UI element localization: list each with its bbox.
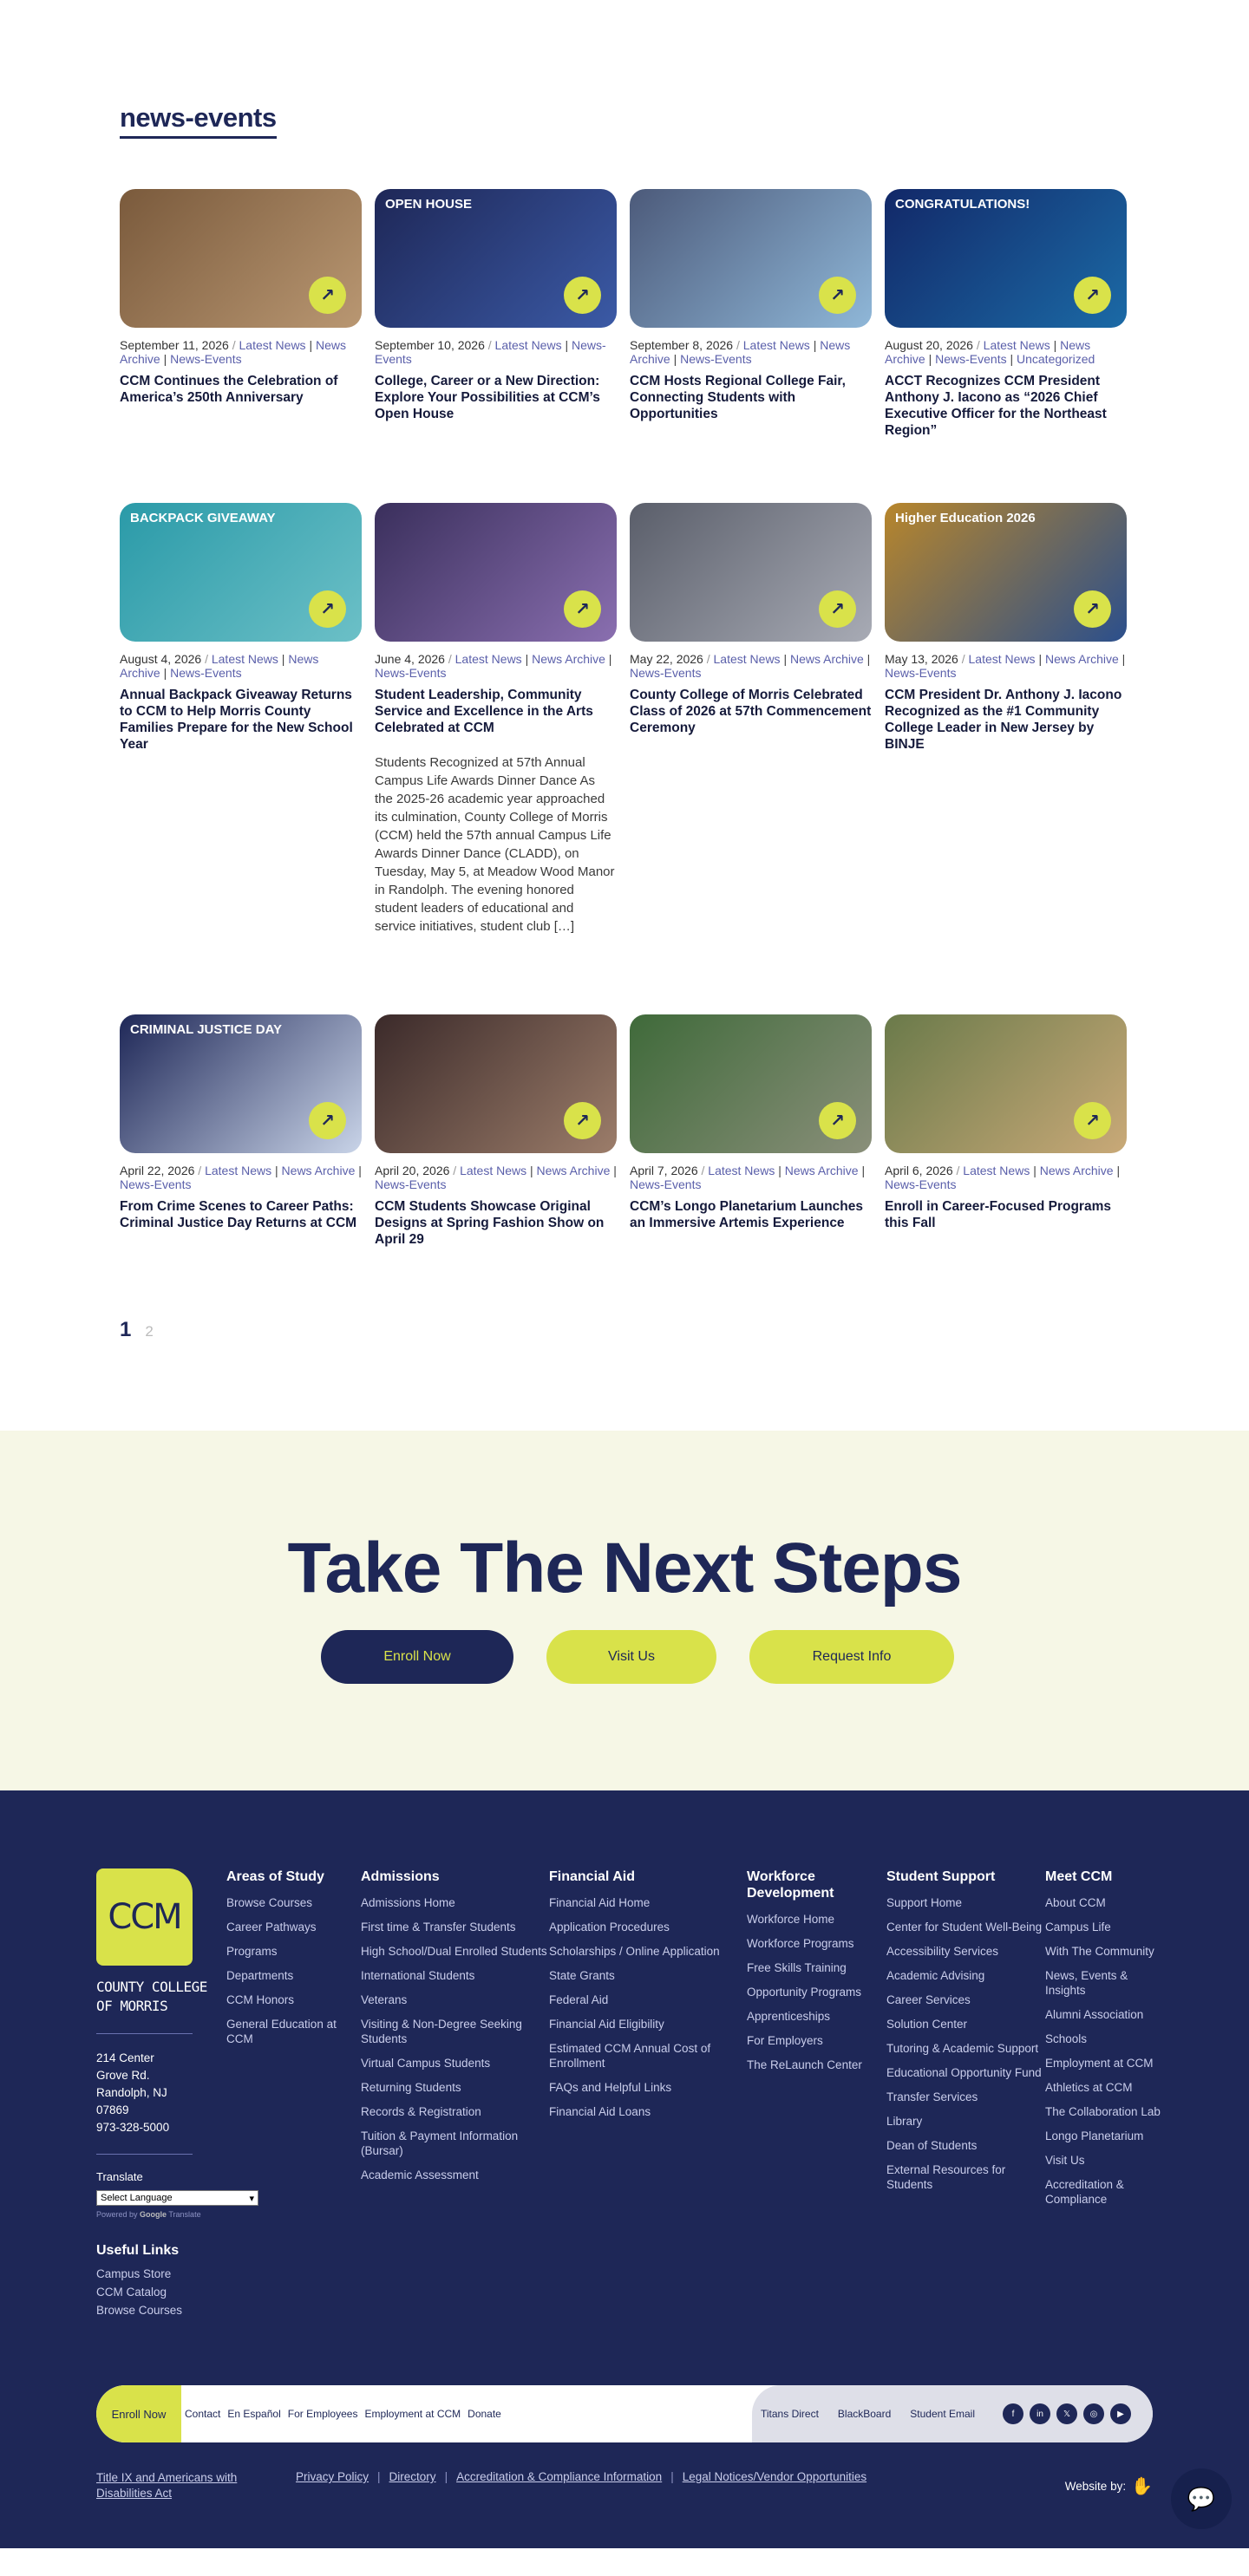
news-card[interactable] xyxy=(885,1014,1127,1318)
footer-link[interactable]: Career Pathways xyxy=(226,1921,317,1934)
translate-label: Translate xyxy=(96,2170,143,2183)
category-link[interactable]: News Archive xyxy=(784,1164,859,1177)
footer-link[interactable]: FAQs and Helpful Links xyxy=(549,2081,672,2094)
browse-courses-link[interactable]: Browse Courses xyxy=(96,2304,183,2317)
category-link[interactable]: Uncategorized xyxy=(1017,352,1095,366)
footer-link[interactable]: With The Community xyxy=(1045,1945,1154,1958)
footer-column-heading: Admissions xyxy=(361,1869,440,1884)
news-card[interactable] xyxy=(375,503,617,1014)
page-title: news-events xyxy=(120,102,277,139)
news-thumbnail[interactable] xyxy=(375,503,617,642)
footer-link[interactable]: Departments xyxy=(226,1969,294,1982)
post-title[interactable]: CCM Continues the Celebration of America’s 250th Anniversary xyxy=(120,374,338,405)
category-link[interactable]: News-Events xyxy=(885,1177,957,1191)
footer-link[interactable]: Library xyxy=(886,2115,923,2128)
arrow-up-right-icon[interactable]: ↗ xyxy=(564,1102,601,1139)
arrow-up-right-icon[interactable]: ↗ xyxy=(1074,277,1111,314)
enroll-now-button[interactable]: Enroll Now xyxy=(321,1630,513,1684)
post-meta: September 11, 2026 / Latest News | News Archive | News-Events xyxy=(120,338,346,366)
footer-link[interactable]: Financial Aid Home xyxy=(549,1896,651,1909)
arrow-up-right-icon[interactable]: ↗ xyxy=(309,590,346,628)
next-steps-section xyxy=(0,1431,1249,1790)
news-card[interactable] xyxy=(120,189,362,503)
language-select[interactable]: Select Language ▾ xyxy=(96,2190,258,2206)
footer-link[interactable]: Veterans xyxy=(361,1993,408,2006)
post-date: September 11, 2026 xyxy=(120,338,229,352)
post-title[interactable]: ACCT Recognizes CCM President Anthony J. Iacono as “2026 Chief Executive Officer for the Northeast Region” xyxy=(885,374,1107,438)
linkedin-icon[interactable]: in xyxy=(1030,2403,1050,2424)
footer-link[interactable]: Virtual Campus Students xyxy=(361,2057,491,2070)
news-card[interactable] xyxy=(375,1014,617,1318)
arrow-up-right-icon[interactable]: ↗ xyxy=(309,1102,346,1139)
arrow-up-right-icon[interactable]: ↗ xyxy=(564,590,601,628)
category-link[interactable]: News-Events xyxy=(120,1177,192,1191)
category-link[interactable]: News-Events xyxy=(680,352,752,366)
footer-column-heading: Student Support xyxy=(886,1869,996,1884)
footer-column-heading: Areas of Study xyxy=(226,1869,324,1884)
footer-column xyxy=(886,1868,1045,2219)
footer-link[interactable]: Admissions Home xyxy=(361,1896,455,1909)
footer-link[interactable]: Browse Courses xyxy=(226,1896,313,1909)
news-card[interactable] xyxy=(885,503,1127,1014)
utility-link[interactable]: Contact xyxy=(185,2408,221,2420)
news-row xyxy=(120,1014,1129,1318)
news-grid xyxy=(120,189,1129,1318)
category-link[interactable]: News-Events xyxy=(375,338,606,366)
post-date: May 22, 2026 xyxy=(630,652,703,666)
news-card[interactable] xyxy=(120,503,362,1014)
utility-link[interactable]: Employment at CCM xyxy=(364,2408,461,2420)
news-row xyxy=(120,503,1129,1014)
footer-link[interactable]: Tuition & Payment Information (Bursar) xyxy=(361,2129,519,2157)
post-title[interactable]: CCM Students Showcase Original Designs at Spring Fashion Show on April 29 xyxy=(375,1199,605,1247)
footer-link[interactable]: Scholarships / Online Application xyxy=(549,1945,720,1958)
news-thumbnail[interactable] xyxy=(885,1014,1127,1153)
category-link[interactable]: Latest News xyxy=(239,338,306,352)
news-card[interactable] xyxy=(375,189,617,503)
footer-link[interactable]: Visit Us xyxy=(1045,2154,1085,2167)
category-link[interactable]: Latest News xyxy=(708,1164,775,1177)
footer-link[interactable]: Visiting & Non-Degree Seeking Students xyxy=(361,2018,522,2045)
post-meta: September 10, 2026 / Latest News | News-Events xyxy=(375,338,606,366)
privacy-policy-link[interactable]: Privacy Policy xyxy=(296,2470,369,2483)
bar-enroll-now-button[interactable]: Enroll Now xyxy=(96,2385,181,2442)
footer-column xyxy=(549,1868,747,2219)
footer-link[interactable]: Dean of Students xyxy=(886,2139,978,2152)
category-link[interactable]: News-Events xyxy=(630,666,702,680)
post-title[interactable]: From Crime Scenes to Career Paths: Criminal Justice Day Returns at CCM xyxy=(120,1199,357,1230)
utility-link[interactable]: Donate xyxy=(468,2408,501,2420)
footer-link[interactable]: High School/Dual Enrolled Students xyxy=(361,1945,547,1958)
post-meta: April 22, 2026 / Latest News | News Archive | News-Events xyxy=(120,1164,362,1191)
instagram-icon[interactable]: ◎ xyxy=(1083,2403,1104,2424)
category-link[interactable]: News Archive xyxy=(1044,652,1119,666)
address: 214 Center Grove Rd. Randolph, NJ 07869 973-328-5000 xyxy=(96,2051,170,2134)
post-title[interactable]: Annual Backpack Giveaway Returns to CCM to Help Morris County Families Prepare for the New School Year xyxy=(120,688,353,752)
post-date: April 7, 2026 xyxy=(630,1164,698,1177)
campus-store-link[interactable]: Campus Store xyxy=(96,2267,172,2280)
news-card[interactable] xyxy=(630,1014,872,1318)
category-link[interactable]: Latest News xyxy=(454,652,522,666)
post-title[interactable]: County College of Morris Celebrated Class of 2026 at 57th Commencement Ceremony xyxy=(630,688,872,735)
news-card[interactable] xyxy=(120,1014,362,1318)
post-meta: August 4, 2026 / Latest News | News Archive | News-Events xyxy=(120,652,319,680)
footer-link[interactable]: Apprenticeships xyxy=(747,2010,831,2023)
blackboard-link[interactable]: BlackBoard xyxy=(837,2408,892,2420)
footer-utility-bar xyxy=(96,2385,1153,2442)
post-title[interactable]: CCM Hosts Regional College Fair, Connecting Students with Opportunities xyxy=(630,374,846,421)
footer-link[interactable]: Programs xyxy=(226,1945,278,1958)
post-excerpt: Students Recognized at 57th Annual Campus Life Awards Dinner Dance As the 2025-26 academic year approached its culmination, County College of Morris (CCM) held the 57th annual Campus Life Awards Dinner Dance (CLADD), on Tuesday, May 5, at Meadow Wood Manor in Randolph. The evening honored student leaders of educational and service initiatives, student club […] xyxy=(375,755,615,934)
footer-link[interactable]: About CCM xyxy=(1045,1896,1106,1909)
footer-link[interactable]: State Grants xyxy=(549,1969,615,1982)
footer-link[interactable]: Workforce Programs xyxy=(747,1937,854,1950)
image-overlay-text: BACKPACK GIVEAWAY xyxy=(130,511,276,525)
post-meta: May 13, 2026 / Latest News | News Archive | News-Events xyxy=(885,652,1126,680)
image-overlay-text: OPEN HOUSE xyxy=(385,197,473,212)
ccm-logo[interactable]: CCM xyxy=(96,1868,193,1966)
news-row xyxy=(120,189,1129,503)
post-title[interactable]: CCM’s Longo Planetarium Launches an Immersive Artemis Experience xyxy=(630,1199,863,1230)
footer-column xyxy=(226,1868,361,2219)
footer-link[interactable]: Application Procedures xyxy=(549,1921,670,1934)
news-thumbnail[interactable] xyxy=(885,189,1127,328)
student-email-link[interactable]: Student Email xyxy=(910,2408,975,2420)
category-link[interactable]: Latest News xyxy=(742,338,810,352)
category-link[interactable]: Latest News xyxy=(460,1164,527,1177)
arrow-up-right-icon[interactable]: ↗ xyxy=(1074,1102,1111,1139)
arrow-up-right-icon[interactable]: ↗ xyxy=(564,277,601,314)
footer-link[interactable]: Employment at CCM xyxy=(1045,2057,1154,2070)
arrow-up-right-icon[interactable]: ↗ xyxy=(819,277,856,314)
news-thumbnail[interactable] xyxy=(885,503,1127,642)
category-link[interactable]: News Archive xyxy=(1039,1164,1114,1177)
footer-column-heading: Meet CCM xyxy=(1045,1869,1113,1884)
news-thumbnail[interactable] xyxy=(630,503,872,642)
news-card[interactable] xyxy=(630,189,872,503)
powered-by-google: Powered by Google Translate xyxy=(96,2210,201,2219)
utility-link[interactable]: En Español xyxy=(227,2408,281,2420)
footer-link[interactable]: Career Services xyxy=(886,1993,971,2006)
logo-wordmark: COUNTY COLLEGE OF MORRIS xyxy=(96,1979,207,2014)
legal-link-list: Privacy Policy | Directory | Accreditation & Compliance Information | Legal Notices/Vendor Opportunities xyxy=(296,2470,866,2501)
directory-link[interactable]: Directory xyxy=(389,2470,436,2483)
footer-column xyxy=(1045,1868,1167,2219)
page-1-link[interactable]: 1 xyxy=(120,1318,132,1341)
news-container xyxy=(120,0,1129,1431)
category-link[interactable]: Latest News xyxy=(963,1164,1030,1177)
title-ix-link[interactable]: Title IX and Americans with Disabilities Act xyxy=(96,2471,238,2500)
post-date: September 10, 2026 xyxy=(375,338,485,352)
footer-link[interactable]: CCM Honors xyxy=(226,1993,295,2006)
arrow-up-right-icon[interactable]: ↗ xyxy=(309,277,346,314)
footer-link[interactable]: Center for Student Well-Being xyxy=(886,1921,1043,1934)
footer-link[interactable]: Campus Life xyxy=(1045,1921,1111,1934)
news-card[interactable] xyxy=(885,189,1127,503)
category-link[interactable]: Latest News xyxy=(968,652,1036,666)
post-meta: August 20, 2026 / Latest News | News Archive | News-Events | Uncategorized xyxy=(885,338,1095,366)
category-link[interactable]: News Archive xyxy=(120,338,346,366)
arrow-up-right-icon[interactable]: ↗ xyxy=(1074,590,1111,628)
footer-link[interactable]: General Education at CCM xyxy=(226,2018,337,2045)
footer-link[interactable]: Support Home xyxy=(886,1896,963,1909)
news-thumbnail[interactable] xyxy=(630,189,872,328)
category-link[interactable]: News Archive xyxy=(120,652,319,680)
category-link[interactable]: Latest News xyxy=(205,1164,272,1177)
post-date: April 6, 2026 xyxy=(885,1164,953,1177)
news-thumbnail[interactable] xyxy=(375,1014,617,1153)
post-meta: April 6, 2026 / Latest News | News Archive | News-Events xyxy=(885,1164,1121,1191)
website-by: Website by: ✋ xyxy=(1064,2476,1153,2496)
post-meta: May 22, 2026 / Latest News | News Archive | News-Events xyxy=(630,652,871,680)
post-date: September 8, 2026 xyxy=(630,338,734,352)
footer-link[interactable]: External Resources for Students xyxy=(886,2163,1006,2191)
hand-wave-icon[interactable]: ✋ xyxy=(1131,2476,1153,2496)
footer-link[interactable]: Estimated CCM Annual Cost of Enrollment xyxy=(549,2042,711,2070)
news-thumbnail[interactable] xyxy=(630,1014,872,1153)
social-links xyxy=(1003,2403,1131,2424)
ccm-catalog-link[interactable]: CCM Catalog xyxy=(96,2286,167,2299)
post-date: May 13, 2026 xyxy=(885,652,958,666)
page-2-link[interactable]: 2 xyxy=(145,1323,154,1340)
accreditation-link[interactable]: Accreditation & Compliance Information xyxy=(456,2470,663,2483)
useful-links xyxy=(96,2243,1249,2317)
footer-column xyxy=(361,1868,549,2219)
news-thumbnail[interactable] xyxy=(120,503,362,642)
site-footer xyxy=(0,1790,1249,2548)
category-link[interactable]: News-Events xyxy=(375,666,447,680)
footer-link[interactable]: For Employers xyxy=(747,2034,823,2047)
footer-column-heading: Financial Aid xyxy=(549,1869,635,1884)
image-overlay-text: Higher Education 2026 xyxy=(895,511,1036,525)
footer-link[interactable]: News, Events & Insights xyxy=(1045,1969,1128,1997)
post-title[interactable]: Student Leadership, Community Service and Excellence in the Arts Celebrated at CCM xyxy=(375,688,593,735)
footer-link[interactable]: Financial Aid Loans xyxy=(549,2105,651,2118)
footer-link[interactable]: Athletics at CCM xyxy=(1045,2081,1133,2094)
footer-link[interactable]: Alumni Association xyxy=(1045,2008,1144,2021)
footer-link[interactable]: Longo Planetarium xyxy=(1045,2129,1144,2142)
category-link[interactable]: Latest News xyxy=(713,652,781,666)
post-meta: June 4, 2026 / Latest News | News Archive | News-Events xyxy=(375,652,612,680)
category-link[interactable]: Latest News xyxy=(494,338,562,352)
footer-link[interactable]: Educational Opportunity Fund xyxy=(886,2066,1042,2079)
footer-link[interactable]: Accreditation & Compliance xyxy=(1045,2178,1124,2206)
category-link[interactable]: Latest News xyxy=(983,338,1050,352)
category-link[interactable]: News-Events xyxy=(630,1177,702,1191)
image-overlay-text: CRIMINAL JUSTICE DAY xyxy=(130,1022,283,1037)
category-link[interactable]: News-Events xyxy=(375,1177,447,1191)
footer-link[interactable]: The Collaboration Lab xyxy=(1045,2105,1161,2118)
post-date: April 20, 2026 xyxy=(375,1164,450,1177)
post-date: August 4, 2026 xyxy=(120,652,202,666)
category-link[interactable]: News Archive xyxy=(536,1164,611,1177)
news-thumbnail[interactable] xyxy=(375,189,617,328)
footer-column-heading: Workforce Development xyxy=(747,1869,834,1901)
footer-columns xyxy=(226,1868,1167,2219)
category-link[interactable]: News-Events xyxy=(935,352,1007,366)
category-link[interactable]: News-Events xyxy=(170,666,242,680)
chevron-down-icon: ▾ xyxy=(249,2193,254,2204)
news-thumbnail[interactable] xyxy=(120,189,362,328)
footer-link[interactable]: Workforce Home xyxy=(747,1913,835,1926)
category-link[interactable]: News-Events xyxy=(885,666,957,680)
student-portal-links xyxy=(752,2385,1153,2442)
arrow-up-right-icon[interactable]: ↗ xyxy=(819,1102,856,1139)
category-link[interactable]: News Archive xyxy=(885,338,1091,366)
news-thumbnail[interactable] xyxy=(120,1014,362,1153)
post-meta: April 20, 2026 / Latest News | News Archive | News-Events xyxy=(375,1164,617,1191)
utility-link[interactable]: For Employees xyxy=(287,2408,358,2420)
category-link[interactable]: Latest News xyxy=(211,652,278,666)
youtube-icon[interactable]: ▶ xyxy=(1110,2403,1131,2424)
chat-icon[interactable]: 💬 xyxy=(1171,2468,1232,2529)
divider xyxy=(96,2154,193,2155)
footer-link[interactable]: Transfer Services xyxy=(886,2090,978,2103)
footer-link[interactable]: Academic Advising xyxy=(886,1969,985,1982)
useful-links-heading: Useful Links xyxy=(96,2243,180,2258)
post-title[interactable]: College, Career or a New Direction: Explore Your Possibilities at CCM’s Open House xyxy=(375,374,600,421)
category-link[interactable]: News Archive xyxy=(630,338,851,366)
news-card[interactable] xyxy=(630,503,872,1014)
post-title[interactable]: CCM President Dr. Anthony J. Iacono Recognized as the #1 Community College Leader in New Jersey by BINJE xyxy=(885,688,1122,752)
post-date: June 4, 2026 xyxy=(375,652,445,666)
cta-heading: Take The Next Steps xyxy=(287,1529,962,1608)
post-date: August 20, 2026 xyxy=(885,338,973,352)
post-meta: April 7, 2026 / Latest News | News Archive | News-Events xyxy=(630,1164,866,1191)
pagination xyxy=(120,1318,1129,1431)
footer-link[interactable]: Records & Registration xyxy=(361,2105,481,2118)
footer-link[interactable]: Financial Aid Eligibility xyxy=(549,2018,664,2031)
request-info-button[interactable]: Request Info xyxy=(749,1630,954,1684)
category-link[interactable]: News Archive xyxy=(281,1164,356,1177)
footer-link[interactable]: The ReLaunch Center xyxy=(747,2058,862,2071)
post-meta: September 8, 2026 / Latest News | News Archive | News-Events xyxy=(630,338,851,366)
legal-links xyxy=(96,2470,1153,2501)
footer-link[interactable]: Federal Aid xyxy=(549,1993,609,2006)
utility-links xyxy=(185,2408,501,2420)
facebook-icon[interactable]: f xyxy=(1003,2403,1023,2424)
footer-link[interactable]: Solution Center xyxy=(886,2018,968,2031)
titans-direct-link[interactable]: Titans Direct xyxy=(761,2408,819,2420)
footer-link[interactable]: Tutoring & Academic Support xyxy=(886,2042,1039,2055)
footer-link[interactable]: Academic Assessment xyxy=(361,2168,479,2181)
post-date: April 22, 2026 xyxy=(120,1164,195,1177)
footer-link[interactable]: Schools xyxy=(1045,2032,1088,2045)
image-overlay-text: CONGRATULATIONS! xyxy=(895,197,1030,212)
category-link[interactable]: News-Events xyxy=(170,352,242,366)
footer-link[interactable]: Returning Students xyxy=(361,2081,461,2094)
visit-us-button[interactable]: Visit Us xyxy=(546,1630,716,1684)
footer-column xyxy=(747,1868,886,2219)
arrow-up-right-icon[interactable]: ↗ xyxy=(819,590,856,628)
legal-notices-link[interactable]: Legal Notices/Vendor Opportunities xyxy=(682,2470,867,2483)
footer-link[interactable]: First time & Transfer Students xyxy=(361,1921,516,1934)
footer-link[interactable]: International Students xyxy=(361,1969,475,1982)
post-title[interactable]: Enroll in Career-Focused Programs this Fall xyxy=(885,1199,1111,1230)
footer-link[interactable]: Accessibility Services xyxy=(886,1945,999,1958)
divider xyxy=(96,2033,193,2034)
x-icon[interactable]: 𝕏 xyxy=(1056,2403,1077,2424)
footer-link[interactable]: Free Skills Training xyxy=(747,1961,847,1974)
category-link[interactable]: News Archive xyxy=(789,652,864,666)
footer-link[interactable]: Opportunity Programs xyxy=(747,1986,862,1999)
category-link[interactable]: News Archive xyxy=(532,652,605,666)
